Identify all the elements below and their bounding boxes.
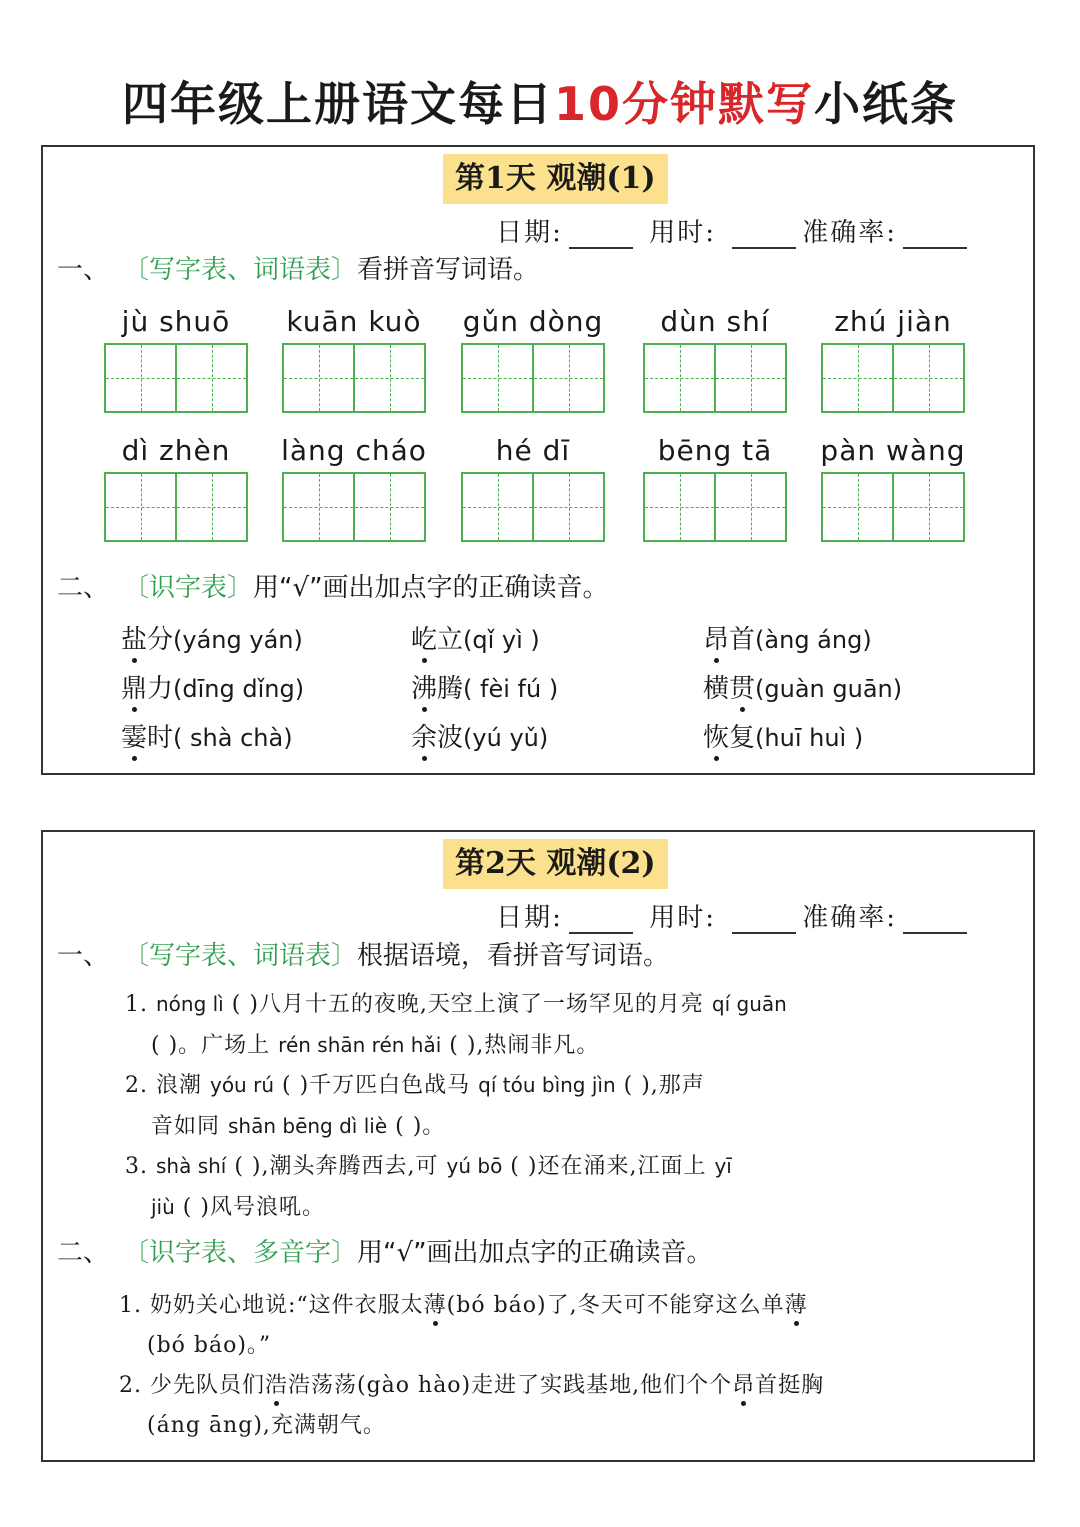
reading-item[interactable]: 昂首(àng áng) xyxy=(703,625,872,655)
reading-item[interactable]: 盐分(yáng yán) xyxy=(121,625,303,655)
reading-2-line2: (áng āng),充满朝气。 xyxy=(147,1413,386,1438)
reading-item[interactable]: 霎时( shà chà) xyxy=(121,723,293,753)
writing-boxes[interactable] xyxy=(104,472,248,542)
day1-section1-heading: 一、 〔写字表、词语表〕看拼音写词语。 xyxy=(57,255,540,285)
question-3-line2: jiù ( )风号浪吼。 xyxy=(151,1195,325,1220)
writing-boxes[interactable] xyxy=(104,343,248,413)
reading-1-line1: 1. 奶奶关心地说:“这件衣服太薄(bó báo)了,冬天可不能穿这么单薄 xyxy=(119,1293,808,1318)
reading-item[interactable]: 横贯(guàn guān) xyxy=(703,674,903,704)
day1-meta-row xyxy=(496,212,973,249)
title-accent: 10分钟默写 xyxy=(553,77,814,131)
day2-title: 第2天 观潮(2) xyxy=(443,839,668,889)
reading-item[interactable]: 余波(yú yǔ) xyxy=(411,723,549,753)
date-blank[interactable] xyxy=(569,221,633,249)
writing-boxes[interactable] xyxy=(461,472,605,542)
question-1-line1: 1. nóng lì ( )八月十五的夜晚,天空上演了一场罕见的月亮 qí guān xyxy=(125,992,787,1017)
question-3-line1: 3. shà shí ( ),潮头奔腾西去,可 yú bō ( )还在涌来,江面上 yī xyxy=(125,1154,732,1179)
writing-boxes[interactable] xyxy=(282,472,426,542)
accuracy-label: 准确率: xyxy=(802,218,897,248)
reading-item[interactable]: 屹立(qǐ yì ) xyxy=(411,625,540,655)
time-label: 用时: xyxy=(649,903,716,933)
day1-title: 第1天 观潮(1) xyxy=(443,154,668,204)
reading-item[interactable]: 沸腾( fèi fú ) xyxy=(411,674,559,704)
day2-section2-heading: 二、 〔识字表、多音字〕用“√”画出加点字的正确读音。 xyxy=(57,1238,713,1268)
time-blank[interactable] xyxy=(732,221,796,249)
date-blank[interactable] xyxy=(569,906,633,934)
time-label: 用时: xyxy=(649,218,716,248)
writing-boxes[interactable] xyxy=(282,343,426,413)
day1-card: 第1天 观潮(1) 日期: 用时: 准确率: 一、 〔写字表、词语表〕看拼音写词语。 jù shuō kuān kuò gǔn dòng dùn shí zhú jiàn dì zhèn làng cháo hé dī bēng tā pàn wàng 二、 〔识字表〕用“√”画出加点字的正确读音。 盐分(yáng yán) 屹立(qǐ yì ) 昂首(àng áng) 鼎力(dīng dǐng) 沸腾( fèi fú ) 横贯(guàn guān) 霎时( shà chà) 余波(yú yǔ) 恢复(huī huì ) xyxy=(41,145,1035,775)
question-1-line2: ( )。广场上 rén shān rén hǎi ( ),热闹非凡。 xyxy=(151,1033,600,1058)
writing-boxes[interactable] xyxy=(461,343,605,413)
question-2-line1: 2. 浪潮 yóu rú ( )千万匹白色战马 qí tóu bìng jìn ( ),那声 xyxy=(125,1073,705,1098)
accuracy-blank[interactable] xyxy=(903,221,967,249)
reading-item[interactable]: 恢复(huī huì ) xyxy=(703,723,864,753)
date-label: 日期: xyxy=(496,903,563,933)
date-label: 日期: xyxy=(496,218,563,248)
question-2-line2: 音如同 shān bēng dì liè ( )。 xyxy=(151,1114,446,1139)
reading-2-line1: 2. 少先队员们浩浩荡荡(gào hào)走进了实践基地,他们个个昂首挺胸 xyxy=(119,1373,825,1398)
time-blank[interactable] xyxy=(732,906,796,934)
writing-boxes[interactable] xyxy=(643,472,787,542)
day2-card xyxy=(41,830,1035,1462)
accuracy-blank[interactable] xyxy=(903,906,967,934)
main-title: 四年级上册语文每日10分钟默写小纸条 xyxy=(121,77,958,131)
writing-boxes[interactable] xyxy=(821,343,965,413)
day2-section1-heading: 一、 〔写字表、词语表〕根据语境，看拼音写词语。 xyxy=(57,941,670,971)
reading-item[interactable]: 鼎力(dīng dǐng) xyxy=(121,674,305,704)
reading-1-line2: (bó báo)。” xyxy=(147,1333,272,1358)
accuracy-label: 准确率: xyxy=(802,903,897,933)
writing-boxes[interactable] xyxy=(643,343,787,413)
writing-boxes[interactable] xyxy=(821,472,965,542)
day1-section2-heading: 二、 〔识字表〕用“√”画出加点字的正确读音。 xyxy=(57,573,609,603)
day2-meta-row xyxy=(496,897,973,934)
